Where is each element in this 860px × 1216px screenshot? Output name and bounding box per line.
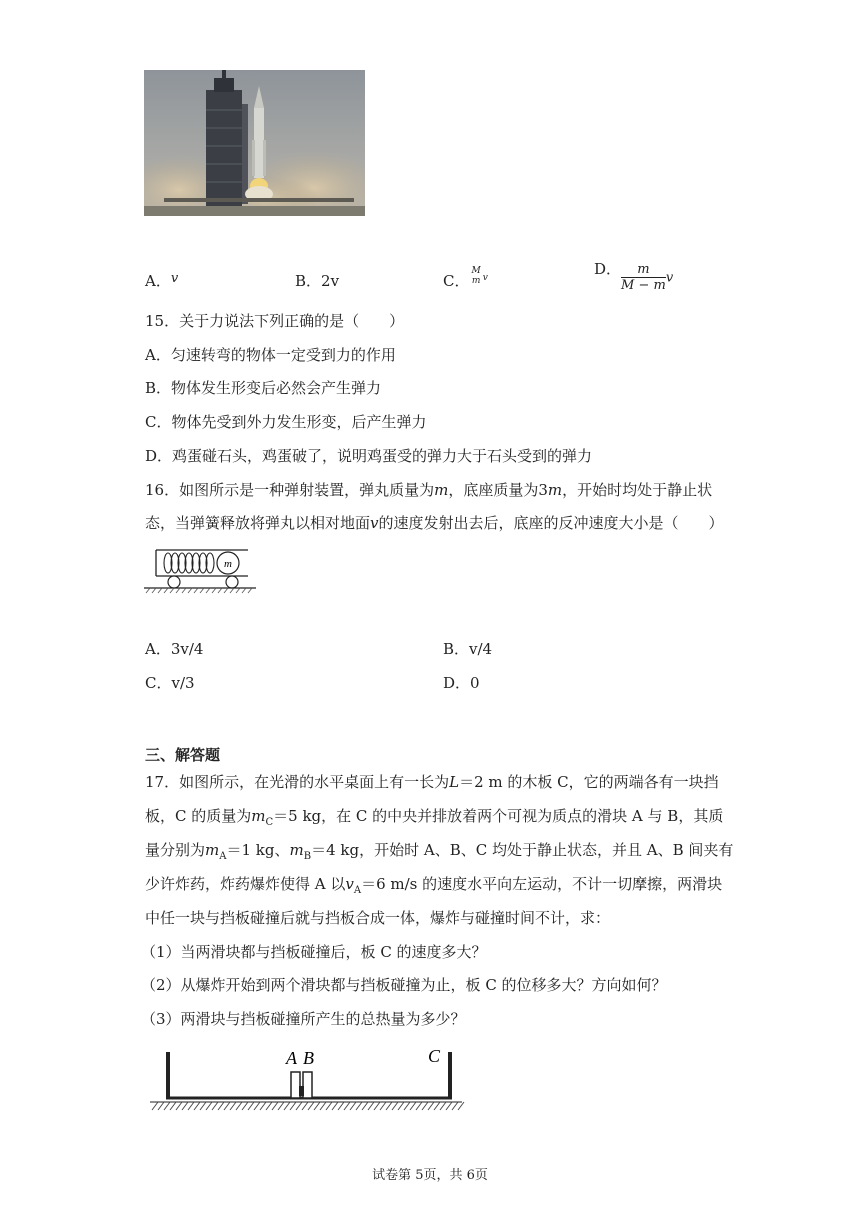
q15-option-d: D．鸡蛋碰石头，鸡蛋破了，说明鸡蛋受的弹力大于石头受到的弹力 (145, 447, 593, 465)
q17-line3: 量分别为$m_A=1$ kg、$m_B=4$ kg，开始时 A、B、C 均处于静止状态，并且 A、B 间夹有 (145, 841, 734, 862)
q14-option-b: B．2v (295, 272, 340, 290)
q14-option-a: A．v (145, 271, 179, 290)
q15-stem: 15．关于力说法下列正确的是（ ） (145, 312, 405, 330)
block-b-label: B (303, 1048, 314, 1068)
board-blocks-figure (148, 1044, 466, 1116)
q16-stem-line1: 16．如图所示是一种弹射装置，弹丸质量为m，底座质量为3m，开始时均处于静止状 (145, 481, 713, 499)
q17-subquestion-3: （3）两滑块与挡板碰撞所产生的总热量为多少？ (141, 1010, 466, 1028)
section-title: 三、解答题 (145, 746, 221, 764)
q16-option-b: B．v/4 (443, 640, 493, 658)
q17-line5: 中任一块与挡板碰撞后就与挡板合成一体，爆炸与碰撞时间不计，求： (145, 909, 611, 927)
q14-option-c: C． M m v (443, 266, 488, 290)
q17-line2: 板，C 的质量为$m_C=5$ kg，在 C 的中央并排放着两个可视为质点的滑块 A 与 B，其质 (145, 807, 724, 828)
q17-line1: 17．如图所示，在光滑的水平桌面上有一长为L＝2 m 的木板 C，它的两端各有一块挡 (145, 773, 719, 791)
q16-option-d: D．0 (443, 674, 480, 692)
q16-stem-line2: 态，当弹簧释放将弹丸以相对地面v的速度发射出去后，底座的反冲速度大小是（ ） (145, 514, 724, 532)
block-a-label: A (286, 1048, 297, 1068)
q16-option-c: C．v/3 (145, 674, 195, 692)
ball-mass-label: m (224, 558, 232, 570)
board-c-label: C (428, 1046, 441, 1066)
spring-launcher-figure (144, 544, 256, 598)
q17-subquestion-1: （1）当两滑块都与挡板碰撞后，板 C 的速度多大？ (141, 943, 487, 961)
q17-line4: 少许炸药，炸药爆炸使得 A 以$v_A=6$ m/s 的速度水平向左运动，不计一切摩擦，两滑块 (145, 875, 723, 896)
q16-option-a: A．3v/4 (145, 640, 204, 658)
q17-subquestion-2: （2）从爆炸开始到两个滑块都与挡板碰撞为止，板 C 的位移多大？方向如何？ (141, 976, 667, 994)
fraction-m-over-m: M m (471, 266, 481, 286)
page-footer: 试卷第 5页，共 6页 (372, 1168, 488, 1183)
fraction-m-over-M-minus-m: $\frac{m}{M - m}$ (621, 262, 666, 293)
rocket-launch-photo (144, 70, 365, 216)
q15-option-b: B．物体发生形变后必然会产生弹力 (145, 379, 382, 397)
q14-option-d: D． $\frac{m}{M - m}$ v (594, 259, 674, 293)
q15-option-a: A．匀速转弯的物体一定受到力的作用 (145, 346, 396, 364)
q15-option-c: C．物体先受到外力发生形变，后产生弹力 (145, 413, 427, 431)
